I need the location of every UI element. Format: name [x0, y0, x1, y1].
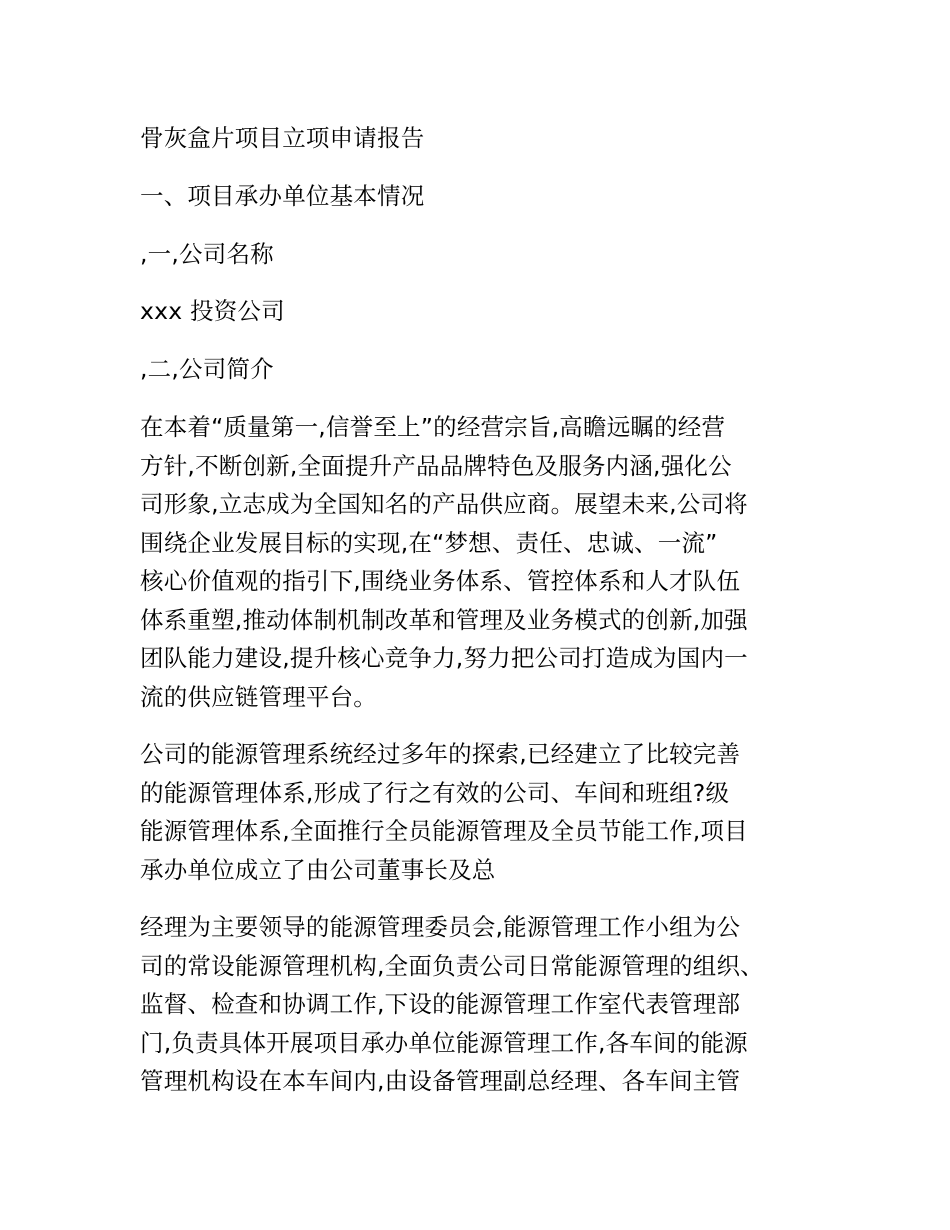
paragraph-line: 核心价值观的指引下,围绕业务体系、管控体系和人才队伍 [140, 567, 741, 595]
document-title: 骨灰盒片项目立项申请报告 [140, 124, 425, 152]
paragraph-line: 管理机构设在本车间内,由设备管理副总经理、各车间主管 [140, 1067, 741, 1095]
paragraph-line: 能源管理体系,全面推行全员能源管理及全员节能工作,项目 [140, 817, 748, 845]
paragraph-line: 围绕企业发展目标的实现,在“梦想、责任、忠诚、一流” [140, 528, 718, 557]
paragraph-company-intro [140, 408, 820, 716]
paragraph-line: 团队能力建设,提升核心竞争力,努力把公司打造成为国内一 [140, 644, 748, 672]
subsection-heading-company-name: ,一,公司名称 [140, 240, 274, 268]
paragraph-line: 流的供应链管理平台。 [140, 682, 377, 711]
paragraph-line: 公司的能源管理系统经过多年的探索,已经建立了比较完善 [140, 740, 741, 768]
paragraph-line: 的能源管理体系,形成了行之有效的公司、车间和班组?级 [140, 778, 730, 807]
paragraph-energy-committee [140, 908, 820, 1101]
paragraph-line: 司的常设能源管理机构,全面负责公司日常能源管理的组织、 [140, 951, 764, 980]
paragraph-line: 门,负责具体开展项目承办单位能源管理工作,各车间的能源 [140, 1028, 748, 1057]
paragraph-line: 方针,不断创新,全面提升产品品牌特色及服务内涵,强化公 [140, 451, 732, 480]
subsection-heading-company-intro: ,二,公司简介 [140, 355, 274, 383]
paragraph-line: 经理为主要领导的能源管理委员会,能源管理工作小组为公 [140, 913, 741, 941]
paragraph-energy-system [140, 735, 820, 889]
section-heading-1: 一、项目承办单位基本情况 [140, 182, 425, 210]
paragraph-line: 承办单位成立了由公司董事长及总 [140, 855, 496, 884]
paragraph-line: 体系重塑,推动体制机制改革和管理及业务模式的创新,加强 [140, 605, 748, 634]
paragraph-line: 在本着“质量第一,信誉至上”的经营宗旨,高瞻远瞩的经营 [140, 413, 726, 441]
paragraph-line: 司形象,立志成为全国知名的产品供应商。展望未来,公司将 [140, 490, 748, 518]
paragraph-line: 监督、检查和协调工作,下设的能源管理工作室代表管理部 [140, 990, 741, 1018]
company-name: xxx 投资公司 [140, 297, 285, 325]
